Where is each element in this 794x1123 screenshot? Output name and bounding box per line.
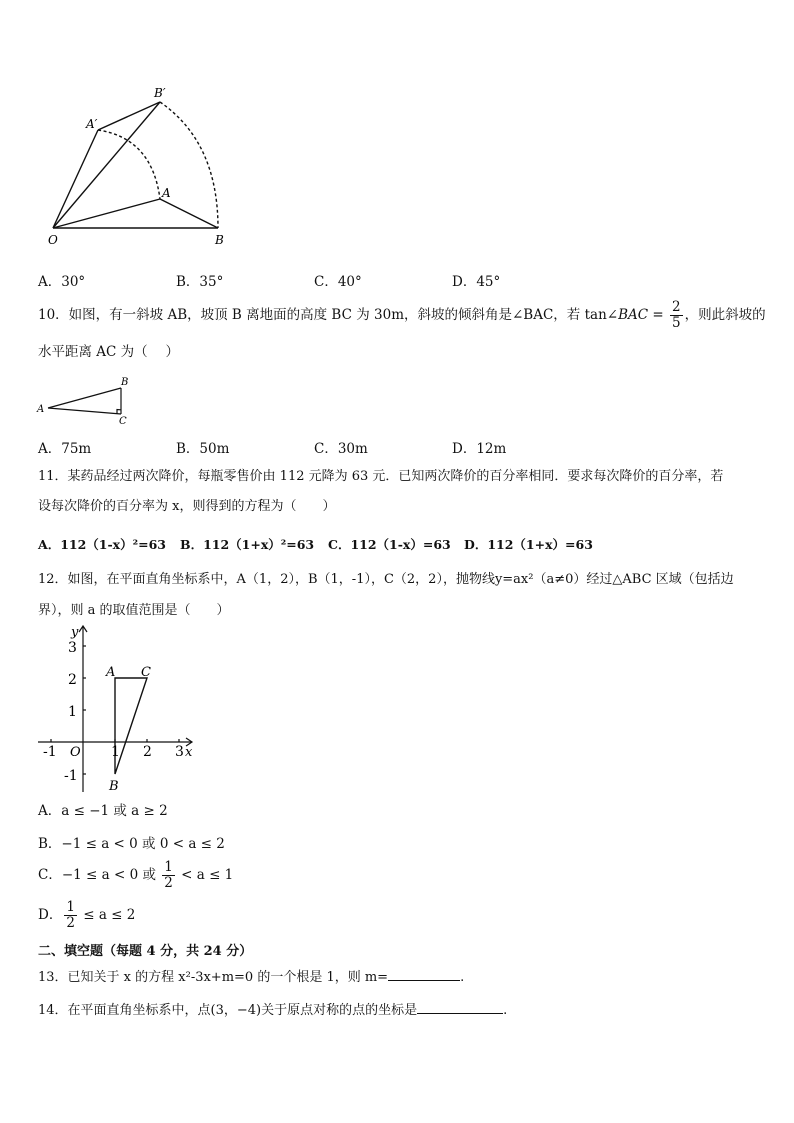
q10-text-pre: 10．如图，有一斜坡 AB，坡顶 B 离地面的高度 BC 为 30m，斜坡的倾斜角是∠BAC，若 tan — [38, 307, 607, 323]
q13-text: 13．已知关于 x 的方程 x²-3x+m=0 的一个根是 1，则 m= — [38, 970, 389, 985]
label-A-prime: A′ — [86, 117, 98, 131]
q13-answer-blank[interactable] — [388, 966, 460, 981]
q11-option-a[interactable]: A．112（1-x）²=63 — [38, 537, 166, 552]
label-A: A — [37, 404, 45, 415]
y-axis-label: y — [71, 625, 79, 640]
q10-option-d[interactable]: D．12m — [452, 441, 507, 457]
q12-line1: 12．如图，在平面直角坐标系中，A（1，2），B（1，-1），C（2，2），抛物线y=ax²（a≠0）经过△ABC 区域（包括边 — [38, 572, 734, 587]
seg-OA — [53, 199, 160, 228]
point-C-label: C — [141, 665, 151, 680]
q12-option-d-post: ≤ a ≤ 2 — [83, 907, 136, 923]
x-axis-label: x — [185, 745, 193, 760]
q12-option-d-pre: D． — [38, 907, 63, 923]
label-B: B — [215, 233, 224, 247]
q9-figure — [40, 82, 240, 252]
q11-option-d[interactable]: D．112（1+x）=63 — [464, 537, 593, 552]
q10-frac-den: 5 — [672, 315, 681, 331]
q10-fraction — [670, 300, 683, 331]
q12-option-d-den: 2 — [66, 915, 75, 931]
q10-figure — [35, 374, 135, 426]
q13-text-end: . — [460, 970, 465, 985]
section-2-heading: 二、填空题（每题 4 分，共 24 分） — [38, 944, 253, 959]
q14-text: 14．在平面直角坐标系中，点(3，−4)关于原点对称的点的坐标是 — [38, 1003, 418, 1018]
y-tick-label-neg1: -1 — [64, 768, 78, 784]
q10-frac-num: 2 — [672, 299, 681, 315]
seg-OA-prime — [53, 130, 98, 228]
q14 — [38, 999, 507, 1020]
q11-option-c[interactable]: C．112（1-x）=63 — [328, 537, 451, 552]
q9-option-a[interactable]: A．30° — [38, 274, 86, 290]
q9-option-d[interactable]: D．45° — [452, 274, 501, 290]
q12-option-d-num: 1 — [66, 899, 75, 915]
q10-text-post: ，则此斜坡的 — [684, 307, 766, 323]
q12-option-c[interactable] — [38, 860, 233, 891]
q10-line1 — [38, 300, 766, 331]
x-tick-label-1: 1 — [111, 744, 120, 760]
q14-text-end: . — [503, 1003, 508, 1018]
q10-option-b[interactable]: B．50m — [176, 441, 230, 457]
q10-line2: 水平距离 AC 为（ ） — [38, 344, 179, 360]
label-O: O — [48, 233, 58, 247]
seg-A-prime-B-prime — [98, 102, 160, 130]
y-tick-label-1: 1 — [68, 704, 77, 720]
q11-line1: 11．某药品经过两次降价，每瓶零售价由 112 元降为 63 元．已知两次降价的百分率相同．要求每次降价的百分率，若 — [38, 469, 724, 484]
q12-option-b[interactable]: B．−1 ≤ a < 0 或 0 < a ≤ 2 — [38, 836, 225, 852]
q12-option-d-fraction — [64, 900, 77, 931]
x-tick-label-neg1: -1 — [43, 744, 57, 760]
x-tick-label-3: 3 — [175, 744, 184, 760]
point-A-label: A — [106, 665, 116, 680]
q10-angle: ∠BAC — [606, 307, 649, 323]
label-B-prime: B′ — [154, 86, 166, 100]
arc-B — [160, 102, 218, 228]
y-tick-label-2: 2 — [68, 672, 77, 688]
q9-option-c[interactable]: C．40° — [314, 274, 362, 290]
q10-equals: = — [648, 307, 668, 323]
seg-AB — [48, 388, 121, 408]
q13 — [38, 966, 464, 987]
x-tick-label-2: 2 — [143, 744, 152, 760]
q12-graph — [32, 622, 202, 794]
q12-line2: 界），则 a 的取值范围是（ ） — [38, 603, 230, 618]
q10-option-c[interactable]: C．30m — [314, 441, 368, 457]
label-C: C — [119, 416, 127, 426]
q12-option-a[interactable]: A．a ≤ −1 或 a ≥ 2 — [38, 803, 168, 819]
y-tick-label-3: 3 — [68, 640, 77, 656]
seg-AC — [48, 408, 121, 414]
q12-option-d[interactable] — [38, 900, 135, 931]
q12-option-c-post: < a ≤ 1 — [181, 867, 234, 883]
label-B: B — [121, 377, 129, 388]
label-A: A — [162, 186, 171, 200]
q10-option-a[interactable]: A．75m — [38, 441, 92, 457]
q9-option-b[interactable]: B．35° — [176, 274, 224, 290]
q12-option-c-num: 1 — [164, 859, 173, 875]
q12-option-c-den: 2 — [164, 875, 173, 891]
q11-option-b[interactable]: B．112（1+x）²=63 — [180, 537, 315, 552]
q12-option-c-pre: C．−1 ≤ a < 0 或 — [38, 867, 156, 883]
q14-answer-blank[interactable] — [417, 999, 503, 1014]
seg-AB — [160, 199, 218, 228]
seg-OB-prime — [53, 102, 160, 228]
q11-line2: 设每次降价的百分率为 x，则得到的方程为（ ） — [38, 499, 336, 514]
q12-option-c-fraction — [162, 860, 175, 891]
origin-label: O — [70, 745, 81, 760]
point-B-label: B — [109, 779, 119, 794]
